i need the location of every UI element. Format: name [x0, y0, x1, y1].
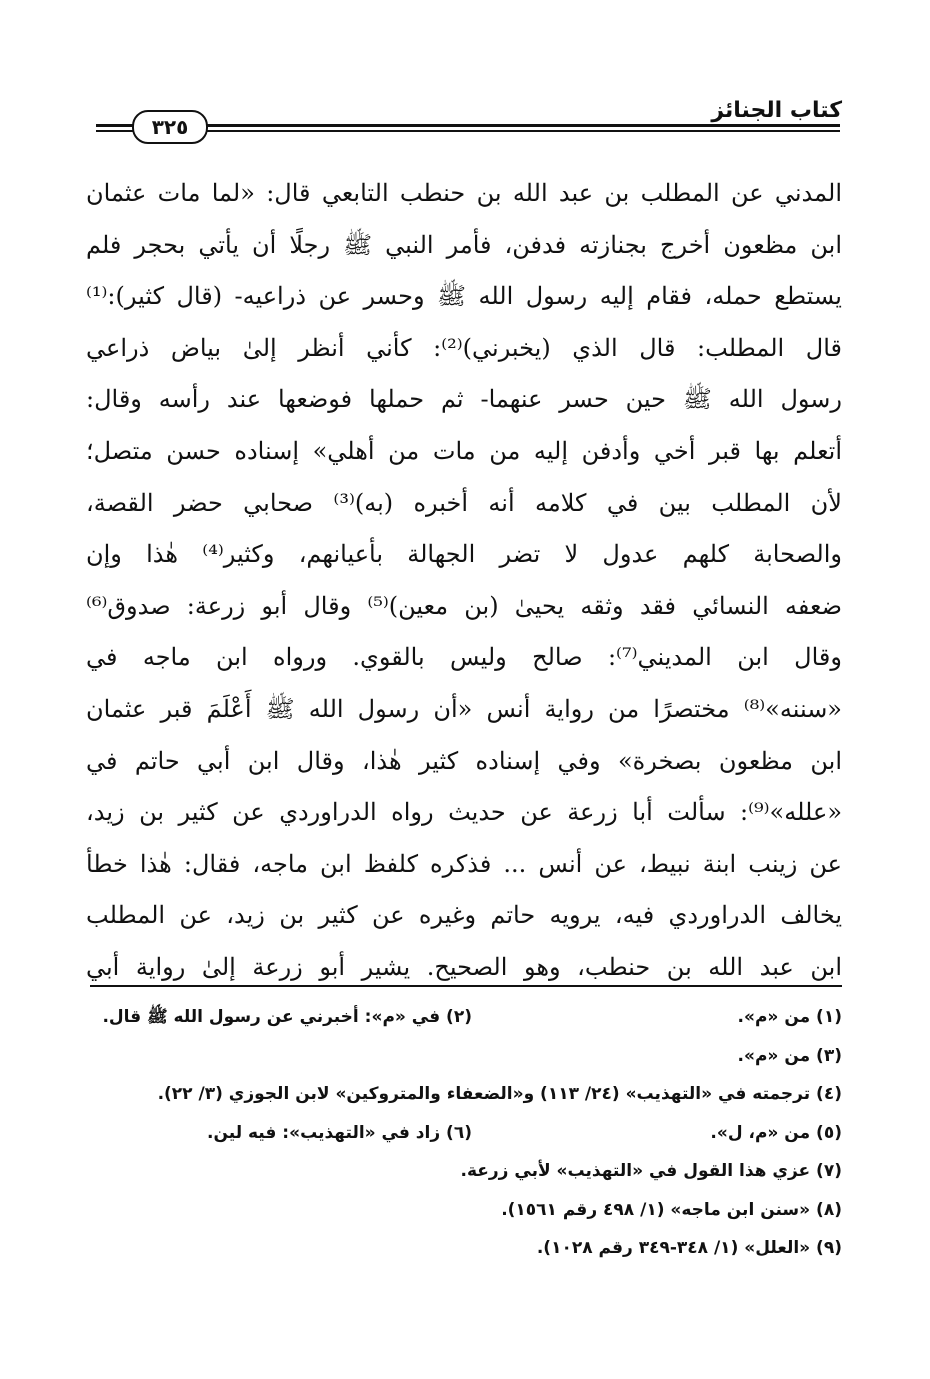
running-title: كتاب الجنائز	[711, 98, 842, 123]
footnote: (٨) «سنن ابن ماجه» (١/ ٤٩٨ رقم ١٥٦١).	[501, 1199, 842, 1220]
footnote: (٩) «العلل» (١/ ٣٤٨-٣٤٩ رقم ١٠٢٨).	[536, 1238, 842, 1258]
body-line: ضعفه النسائي فقد وثقه يحيىٰ (بن معين)⁽⁵⁾ وقال أبو زرعة: صدوق⁽⁶⁾	[86, 591, 842, 620]
footnote-separator	[90, 985, 842, 987]
body-line: وقال ابن المديني⁽⁷⁾: صالح وليس بالقوي. ورواه ابن ماجه في	[86, 643, 842, 672]
footnote: (٢) في «م»: أخبرني عن رسول الله ﷺ قال.	[102, 1007, 472, 1027]
footnote-row	[86, 1114, 842, 1153]
body-line: رسول الله ﷺ حين حسر عنهما- ثم حملها فوضعها عند رأسه وقال:	[86, 385, 842, 414]
footnote: (١) من «م».	[737, 1007, 842, 1027]
footnote: (٧) عزي هذا القول في «التهذيب» لأبي زرعة.	[460, 1161, 842, 1181]
footnote: (٥) من «م، ل».	[710, 1122, 842, 1143]
body-line: «علله»⁽⁹⁾: سألت أبا زرعة عن حديث رواه الدراوردي عن كثير بن زيد،	[86, 798, 842, 827]
page-number: ٣٢٥	[132, 110, 208, 144]
body-line: أتعلم بها قبر أخي وأدفن إليه من مات من أهلي» إسناده حسن متصل؛	[86, 436, 842, 465]
body-text	[86, 168, 842, 994]
body-line: يستطع حمله، فقام إليه رسول الله ﷺ وحسر عن ذراعيه- (قال كثير):⁽¹⁾	[86, 282, 842, 311]
footnote-row	[86, 1191, 842, 1230]
footnote-row	[86, 1075, 842, 1114]
body-line: لأن المطلب بين في كلامه أنه أخبره (به)⁽³⁾ صحابي حضر القصة،	[86, 488, 842, 517]
footnote: (٤) ترجمته في «التهذيب» (٢٤/ ١١٣) و«الضعفاء والمتروكين» لابن الجوزي (٣/ ٢٢).	[157, 1084, 842, 1104]
footnote-row	[86, 1229, 842, 1268]
body-line: ابن مظعون أخرج بجنازته فدفن، فأمر النبي ﷺ رجلًا أن يأتي بحجر فلم	[86, 230, 842, 259]
body-line: ابن مظعون بصخرة» وفي إسناده كثير هٰذا، وقال ابن أبي حاتم في	[86, 746, 842, 775]
body-line: المدني عن المطلب بن عبد الله بن حنطب التابعي قال: «لما مات عثمان	[86, 179, 842, 207]
footnote: (٦) زاد في «التهذيب»: فيه لين.	[207, 1122, 472, 1143]
footnote: (٣) من «م».	[737, 1045, 842, 1066]
body-line: قال المطلب: قال الذي (يخبرني)⁽²⁾: كأني أنظر إلىٰ بياض ذراعي	[86, 333, 842, 362]
body-line: «سننه»⁽⁸⁾ مختصرًا من رواية أنس «أن رسول الله ﷺ أَعْلَمَ قبر عثمان	[86, 694, 842, 723]
footnote-row	[86, 998, 842, 1037]
body-line: والصحابة كلهم عدول لا تضر الجهالة بأعيانهم، وكثير⁽⁴⁾ هٰذا وإن	[86, 540, 842, 569]
footnote-row	[86, 1037, 842, 1076]
footnote-row	[86, 1152, 842, 1191]
footnotes	[86, 998, 842, 1268]
body-line: ابن عبد الله بن حنطب، وهو الصحيح. يشير أبو زرعة إلىٰ رواية أبي	[86, 952, 842, 981]
body-line: يخالف الدراوردي فيه، يرويه حاتم وغيره عن كثير بن زيد، عن المطلب	[86, 901, 842, 930]
body-line: عن زينب ابنة نبيط، عن أنس ... فذكره كلفظ ابن ماجه، فقال: هٰذا خطأ	[86, 849, 842, 878]
